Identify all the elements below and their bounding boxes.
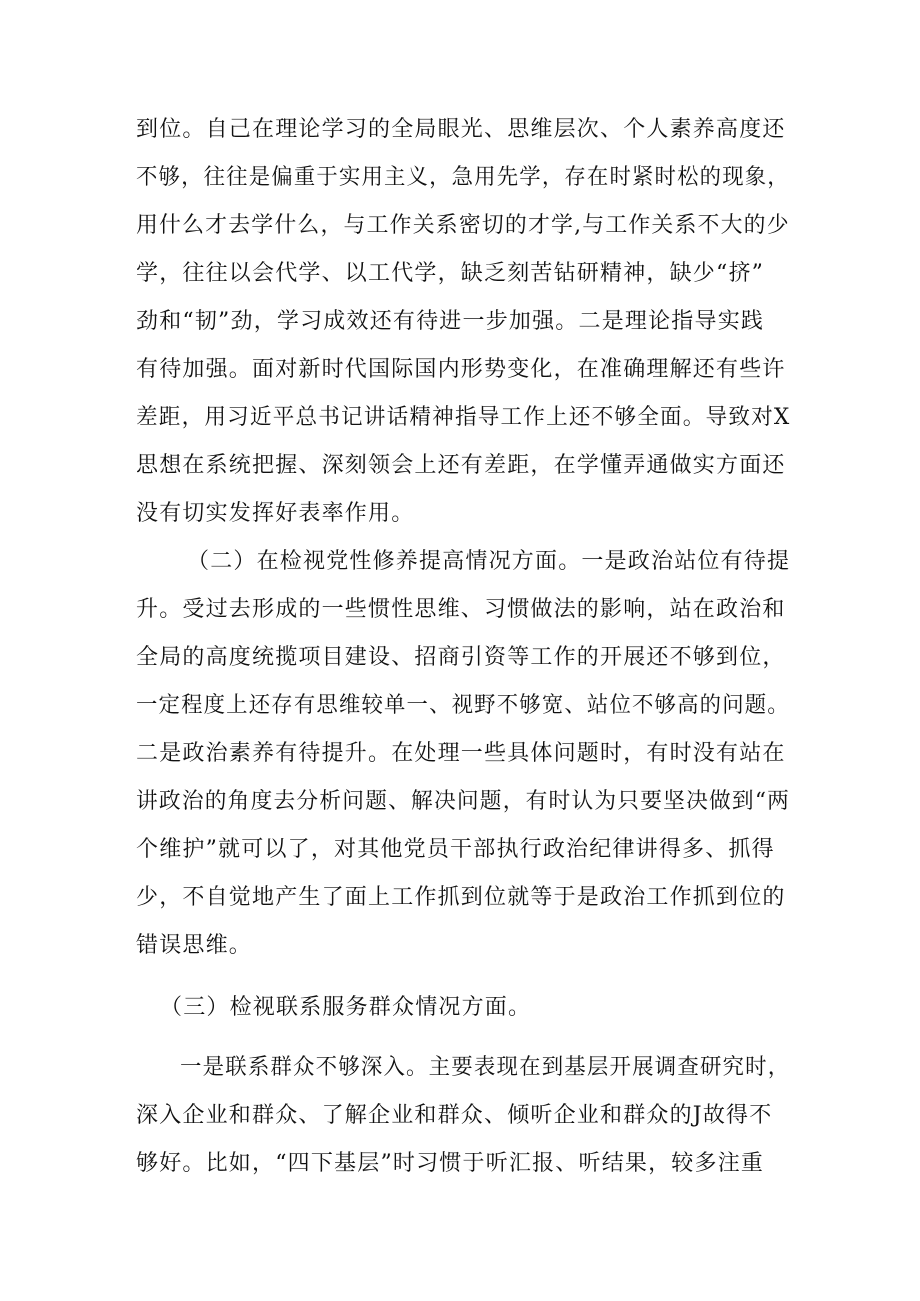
- paragraph-2-line-7: 个维护”就可以了，对其他党员干部执行政治纪律讲得多、抓得: [136, 837, 775, 862]
- paragraph-3-line-1: 一是联系群众不够深入。主要表现在到基层开展调查研究时，: [180, 1055, 791, 1080]
- paragraph-1-line-5: 劲和“韧”劲，学习成效还有待进一步加强。二是理论指导实践: [136, 309, 765, 334]
- paragraph-1-line-6: 有待加强。面对新时代国际国内形势变化，在准确理解还有些许: [136, 357, 786, 382]
- paragraph-3-line-3: 够好。比如，“四下基层”时习惯于听汇报、听结果，较多注重: [136, 1151, 765, 1176]
- paragraph-2-line-9: 错误思维。: [136, 933, 253, 958]
- paragraph-1-line-8: 思想在系统把握、深刻领会上还有差距，在学懂弄通做实方面还: [136, 453, 786, 478]
- section-3-heading: （三）检视联系服务群众情况方面。: [160, 995, 532, 1020]
- paragraph-2-line-1: （二）在检视党性修养提高情况方面。一是政治站位有待提: [187, 549, 791, 574]
- paragraph-2-line-6: 讲政治的角度去分析问题、解决问题，有时认为只要坚决做到“两: [136, 789, 791, 814]
- paragraph-1-line-7: 差距，用习近平总书记讲话精神指导工作上还不够全面。导致对X: [136, 405, 791, 430]
- paragraph-1-line-9: 没有切实发挥好表率作用。: [136, 501, 415, 526]
- paragraph-2-line-3: 全局的高度统揽项目建设、招商引资等工作的开展还不够到位，: [136, 645, 786, 670]
- paragraph-2-line-2: 升。受过去形成的一些惯性思维、习惯做法的影响，站在政治和: [136, 597, 786, 622]
- paragraph-2-line-8: 少，不自觉地产生了面上工作抓到位就等于是政治工作抓到位的: [136, 885, 786, 910]
- paragraph-3-line-2: 深入企业和群众、了解企业和群众、倾听企业和群众的J故得不: [136, 1103, 773, 1128]
- paragraph-1-line-1: 到位。自己在理论学习的全局眼光、思维层次、个人素养高度还: [136, 117, 786, 142]
- paragraph-1-line-2: 不够，往往是偏重于实用主义，急用先学，存在时紧时松的现象，: [136, 165, 790, 190]
- paragraph-2-line-4: 一定程度上还存有思维较单一、视野不够宽、站位不够高的问题。: [136, 693, 790, 718]
- paragraph-1-line-3: 用什么才去学什么，与工作关系密切的才学,与工作关系不大的少: [136, 213, 790, 238]
- paragraph-1-line-4: 学，往往以会代学、以工代学，缺乏刻苦钻研精神，缺少“挤”: [136, 261, 765, 286]
- paragraph-2-line-5: 二是政治素养有待提升。在处理一些具体问题时，有时没有站在: [136, 741, 786, 766]
